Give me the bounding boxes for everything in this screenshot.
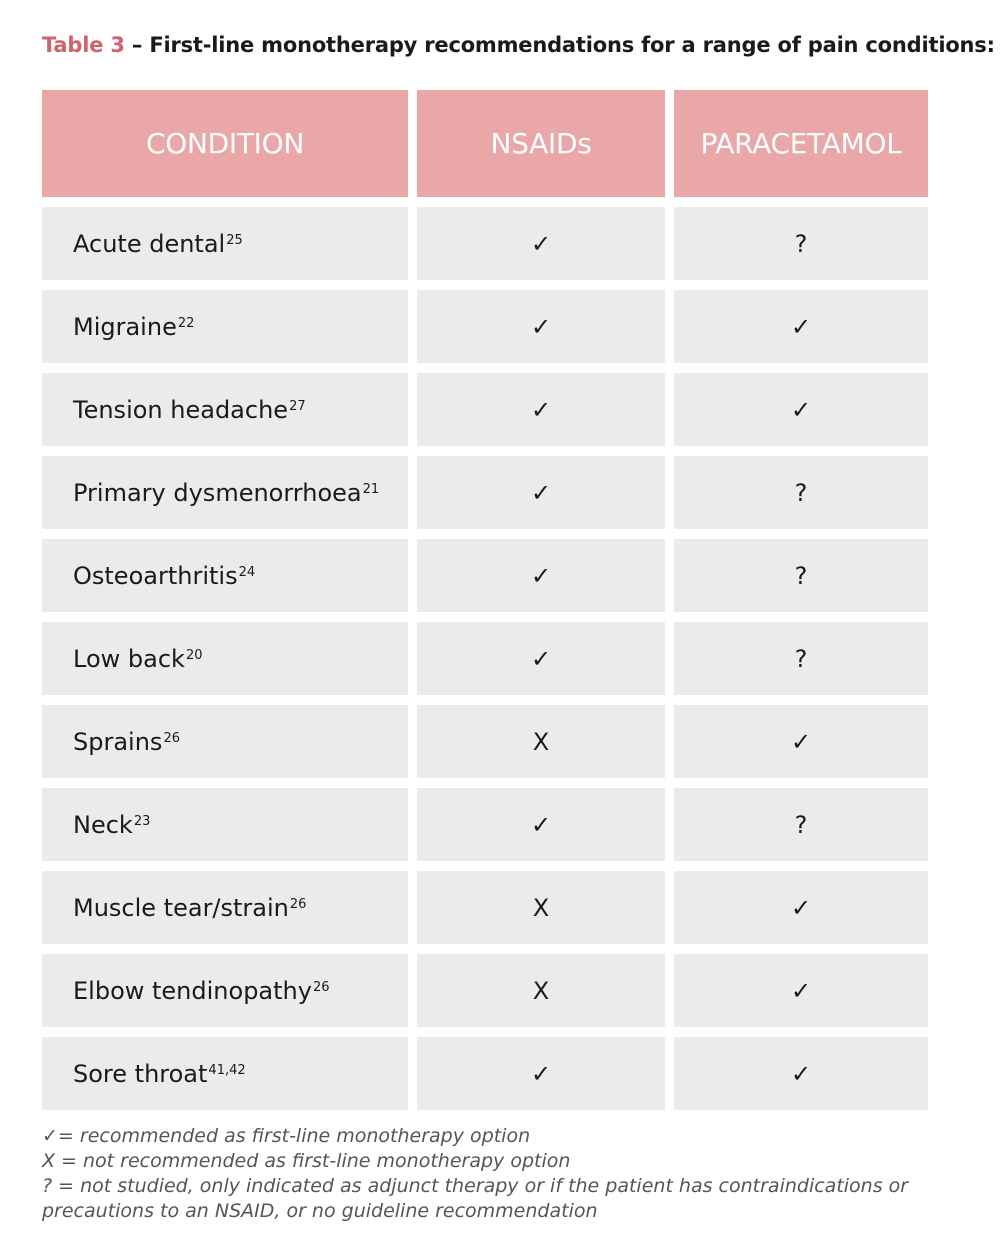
nsaids-cell: X: [417, 871, 665, 944]
paracetamol-cell: ?: [674, 456, 928, 529]
recommendations-table: [42, 90, 928, 1120]
condition-name: Acute dental: [73, 229, 226, 258]
reference-number: 26: [289, 897, 307, 912]
condition-name: Neck: [73, 810, 133, 839]
paracetamol-cell: ?: [674, 207, 928, 280]
paracetamol-cell: ✓: [674, 290, 928, 363]
legend-not-recommended: X = not recommended as first-line monotherapy option: [42, 1150, 571, 1172]
header-condition: CONDITION: [42, 90, 408, 197]
nsaids-cell: X: [417, 705, 665, 778]
table-caption: – First-line monotherapy recommendations for a range of pain conditions:: [124, 33, 995, 57]
table-number: Table 3: [42, 33, 125, 57]
condition-cell: [42, 705, 408, 778]
condition-cell: [42, 871, 408, 944]
reference-number: 41,42: [208, 1063, 246, 1078]
nsaids-cell: ✓: [417, 456, 665, 529]
condition-cell: [42, 622, 408, 695]
paracetamol-cell: ✓: [674, 1037, 928, 1110]
paracetamol-cell: ?: [674, 788, 928, 861]
header-paracetamol: PARACETAMOL: [674, 90, 928, 197]
header-nsaids: NSAIDs: [417, 90, 665, 197]
condition-name: Low back: [73, 644, 185, 673]
reference-number: 22: [177, 316, 195, 331]
nsaids-cell: ✓: [417, 1037, 665, 1110]
condition-cell: [42, 456, 408, 529]
nsaids-cell: X: [417, 954, 665, 1027]
table-title: [42, 33, 995, 57]
paracetamol-cell: ✓: [674, 954, 928, 1027]
paracetamol-cell: ✓: [674, 871, 928, 944]
paracetamol-cell: ✓: [674, 373, 928, 446]
nsaids-cell: ✓: [417, 622, 665, 695]
condition-cell: [42, 788, 408, 861]
reference-number: 26: [312, 980, 330, 995]
reference-number: 23: [133, 814, 151, 829]
table-legend: [42, 1124, 962, 1224]
condition-name: Migraine: [73, 312, 177, 341]
nsaids-cell: ✓: [417, 539, 665, 612]
condition-cell: [42, 207, 408, 280]
nsaids-cell: ✓: [417, 373, 665, 446]
reference-number: 21: [362, 482, 380, 497]
condition-name: Tension headache: [73, 395, 289, 424]
condition-name: Sprains: [73, 727, 163, 756]
nsaids-cell: ✓: [417, 788, 665, 861]
condition-cell: [42, 539, 408, 612]
condition-name: Primary dysmenorrhoea: [73, 478, 362, 507]
paracetamol-cell: ?: [674, 539, 928, 612]
reference-number: 20: [185, 648, 203, 663]
condition-name: Osteoarthritis: [73, 561, 238, 590]
condition-name: Elbow tendinopathy: [73, 976, 312, 1005]
legend-recommended: ✓= recommended as first-line monotherapy option: [42, 1125, 531, 1147]
legend-not-studied: ? = not studied, only indicated as adjunct therapy or if the patient has contraindications or precautions to an NSAID, or no guideline recommendation: [42, 1175, 909, 1222]
reference-number: 26: [163, 731, 180, 746]
paracetamol-cell: ✓: [674, 705, 928, 778]
reference-number: 27: [289, 399, 306, 414]
condition-cell: [42, 290, 408, 363]
condition-cell: [42, 373, 408, 446]
condition-name: Muscle tear/strain: [73, 893, 289, 922]
paracetamol-cell: ?: [674, 622, 928, 695]
nsaids-cell: ✓: [417, 207, 665, 280]
condition-cell: [42, 1037, 408, 1110]
condition-name: Sore throat: [73, 1059, 208, 1088]
reference-number: 24: [238, 565, 256, 580]
nsaids-cell: ✓: [417, 290, 665, 363]
condition-cell: [42, 954, 408, 1027]
reference-number: 25: [226, 233, 243, 248]
